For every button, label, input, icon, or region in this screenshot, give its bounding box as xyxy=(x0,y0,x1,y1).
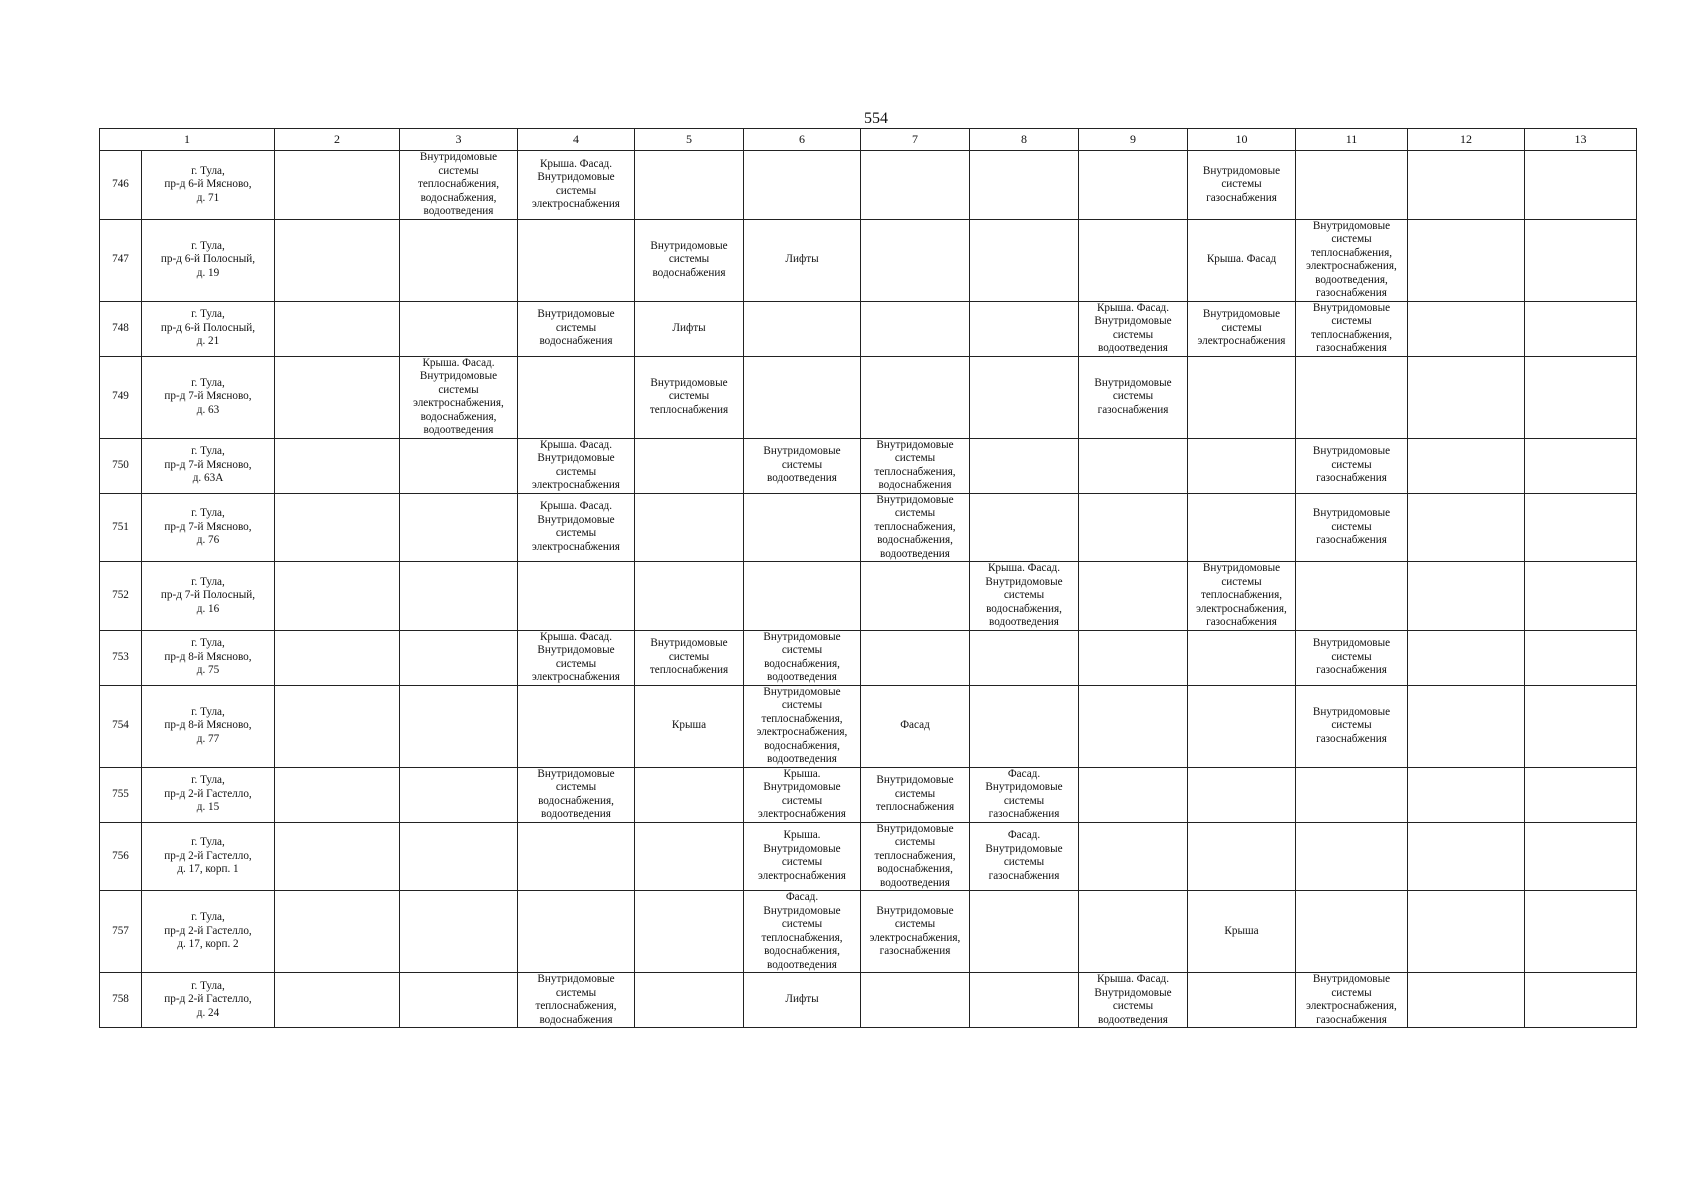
work-cell-col-8 xyxy=(970,438,1079,493)
work-cell-col-2 xyxy=(275,562,400,631)
row-number: 751 xyxy=(100,493,142,562)
work-cell-col-2 xyxy=(275,630,400,685)
work-cell-col-9 xyxy=(1079,891,1188,973)
work-cell-col-9 xyxy=(1079,562,1188,631)
row-number: 748 xyxy=(100,301,142,356)
address-cell: г. Тула, пр-д 6-й Полосный, д. 21 xyxy=(142,301,275,356)
work-cell-col-3: Внутридомовые системы теплоснабжения, водоснабжения, водоотведения xyxy=(400,151,518,220)
work-cell-col-7 xyxy=(861,151,970,220)
address-cell: г. Тула, пр-д 2-й Гастелло, д. 24 xyxy=(142,973,275,1028)
work-cell-col-7: Внутридомовые системы теплоснабжения, водоснабжения, водоотведения xyxy=(861,493,970,562)
work-cell-col-6 xyxy=(744,301,861,356)
row-number: 749 xyxy=(100,356,142,438)
work-cell-col-7: Внутридомовые системы теплоснабжения, водоснабжения, водоотведения xyxy=(861,822,970,891)
work-cell-col-13 xyxy=(1525,493,1637,562)
work-cell-col-7: Внутридомовые системы теплоснабжения, водоснабжения xyxy=(861,438,970,493)
work-cell-col-4: Крыша. Фасад. Внутридомовые системы электроснабжения xyxy=(518,151,635,220)
work-cell-col-3 xyxy=(400,301,518,356)
work-cell-col-10 xyxy=(1188,973,1296,1028)
work-cell-col-13 xyxy=(1525,301,1637,356)
work-cell-col-12 xyxy=(1408,438,1525,493)
address-cell: г. Тула, пр-д 7-й Мясново, д. 63А xyxy=(142,438,275,493)
work-cell-col-12 xyxy=(1408,219,1525,301)
work-cell-col-9: Внутридомовые системы газоснабжения xyxy=(1079,356,1188,438)
work-cell-col-3 xyxy=(400,438,518,493)
work-cell-col-11 xyxy=(1296,562,1408,631)
work-cell-col-10 xyxy=(1188,438,1296,493)
column-header-13: 13 xyxy=(1525,129,1637,151)
work-cell-col-3 xyxy=(400,630,518,685)
work-cell-col-9: Крыша. Фасад. Внутридомовые системы водоотведения xyxy=(1079,301,1188,356)
work-cell-col-6: Фасад. Внутридомовые системы теплоснабжения, водоснабжения, водоотведения xyxy=(744,891,861,973)
table-row xyxy=(100,630,1637,685)
work-cell-col-12 xyxy=(1408,630,1525,685)
work-cell-col-3 xyxy=(400,891,518,973)
work-cell-col-2 xyxy=(275,219,400,301)
work-cell-col-9 xyxy=(1079,767,1188,822)
work-cell-col-2 xyxy=(275,301,400,356)
work-cell-col-10 xyxy=(1188,685,1296,767)
table-row xyxy=(100,767,1637,822)
address-cell: г. Тула, пр-д 2-й Гастелло, д. 15 xyxy=(142,767,275,822)
address-cell: г. Тула, пр-д 6-й Полосный, д. 19 xyxy=(142,219,275,301)
work-cell-col-11: Внутридомовые системы газоснабжения xyxy=(1296,493,1408,562)
work-cell-col-13 xyxy=(1525,562,1637,631)
work-cell-col-8 xyxy=(970,151,1079,220)
work-cell-col-8 xyxy=(970,219,1079,301)
work-cell-col-5: Внутридомовые системы водоснабжения xyxy=(635,219,744,301)
address-cell: г. Тула, пр-д 7-й Полосный, д. 16 xyxy=(142,562,275,631)
work-cell-col-8: Фасад. Внутридомовые системы газоснабжения xyxy=(970,822,1079,891)
work-cell-col-5 xyxy=(635,562,744,631)
work-cell-col-4: Внутридомовые системы водоснабжения, водоотведения xyxy=(518,767,635,822)
row-number: 757 xyxy=(100,891,142,973)
table-row xyxy=(100,356,1637,438)
work-cell-col-3 xyxy=(400,767,518,822)
work-cell-col-11: Внутридомовые системы теплоснабжения, электроснабжения, водоотведения, газоснабжения xyxy=(1296,219,1408,301)
page-number: 554 xyxy=(864,110,888,127)
work-cell-col-9 xyxy=(1079,630,1188,685)
work-cell-col-12 xyxy=(1408,685,1525,767)
row-number: 753 xyxy=(100,630,142,685)
work-cell-col-11: Внутридомовые системы газоснабжения xyxy=(1296,630,1408,685)
address-cell: г. Тула, пр-д 2-й Гастелло, д. 17, корп. 1 xyxy=(142,822,275,891)
column-header-3: 3 xyxy=(400,129,518,151)
work-cell-col-7 xyxy=(861,973,970,1028)
column-header-5: 5 xyxy=(635,129,744,151)
work-cell-col-12 xyxy=(1408,356,1525,438)
work-cell-col-2 xyxy=(275,891,400,973)
table-row xyxy=(100,151,1637,220)
work-cell-col-3 xyxy=(400,822,518,891)
row-number: 750 xyxy=(100,438,142,493)
column-header-7: 7 xyxy=(861,129,970,151)
work-cell-col-13 xyxy=(1525,891,1637,973)
work-cell-col-2 xyxy=(275,767,400,822)
work-cell-col-6: Лифты xyxy=(744,973,861,1028)
table-body xyxy=(100,151,1637,1028)
repair-schedule-table xyxy=(99,128,1637,1028)
work-cell-col-9 xyxy=(1079,822,1188,891)
work-cell-col-9 xyxy=(1079,151,1188,220)
work-cell-col-5 xyxy=(635,151,744,220)
work-cell-col-13 xyxy=(1525,685,1637,767)
work-cell-col-5 xyxy=(635,493,744,562)
work-cell-col-4 xyxy=(518,891,635,973)
work-cell-col-3 xyxy=(400,219,518,301)
work-cell-col-3 xyxy=(400,973,518,1028)
work-cell-col-8 xyxy=(970,630,1079,685)
work-cell-col-7 xyxy=(861,219,970,301)
work-cell-col-2 xyxy=(275,493,400,562)
table-row xyxy=(100,822,1637,891)
work-cell-col-13 xyxy=(1525,767,1637,822)
work-cell-col-5: Крыша xyxy=(635,685,744,767)
work-cell-col-9 xyxy=(1079,685,1188,767)
address-cell: г. Тула, пр-д 6-й Мясново, д. 71 xyxy=(142,151,275,220)
work-cell-col-13 xyxy=(1525,822,1637,891)
work-cell-col-3 xyxy=(400,562,518,631)
work-cell-col-13 xyxy=(1525,219,1637,301)
work-cell-col-10 xyxy=(1188,767,1296,822)
work-cell-col-7 xyxy=(861,356,970,438)
work-cell-col-8 xyxy=(970,685,1079,767)
work-cell-col-10: Внутридомовые системы газоснабжения xyxy=(1188,151,1296,220)
work-cell-col-8 xyxy=(970,301,1079,356)
work-cell-col-4: Крыша. Фасад. Внутридомовые системы электроснабжения xyxy=(518,493,635,562)
work-cell-col-6: Крыша. Внутридомовые системы электроснабжения xyxy=(744,767,861,822)
work-cell-col-2 xyxy=(275,356,400,438)
work-cell-col-4 xyxy=(518,562,635,631)
work-cell-col-12 xyxy=(1408,151,1525,220)
work-cell-col-10: Внутридомовые системы теплоснабжения, электроснабжения, газоснабжения xyxy=(1188,562,1296,631)
table-row xyxy=(100,685,1637,767)
column-header-6: 6 xyxy=(744,129,861,151)
work-cell-col-5 xyxy=(635,438,744,493)
table-row xyxy=(100,438,1637,493)
work-cell-col-10 xyxy=(1188,630,1296,685)
work-cell-col-8 xyxy=(970,891,1079,973)
work-cell-col-12 xyxy=(1408,891,1525,973)
work-cell-col-2 xyxy=(275,685,400,767)
column-header-12: 12 xyxy=(1408,129,1525,151)
work-cell-col-9 xyxy=(1079,219,1188,301)
work-cell-col-6 xyxy=(744,356,861,438)
work-cell-col-6: Внутридомовые системы теплоснабжения, электроснабжения, водоснабжения, водоотведения xyxy=(744,685,861,767)
work-cell-col-6 xyxy=(744,562,861,631)
work-cell-col-7: Внутридомовые системы электроснабжения, газоснабжения xyxy=(861,891,970,973)
column-header-1: 1 xyxy=(100,129,275,151)
work-cell-col-7: Фасад xyxy=(861,685,970,767)
work-cell-col-4: Крыша. Фасад. Внутридомовые системы электроснабжения xyxy=(518,438,635,493)
work-cell-col-7 xyxy=(861,562,970,631)
work-cell-col-5 xyxy=(635,973,744,1028)
work-cell-col-12 xyxy=(1408,767,1525,822)
work-cell-col-3 xyxy=(400,493,518,562)
work-cell-col-5 xyxy=(635,822,744,891)
work-cell-col-8 xyxy=(970,493,1079,562)
work-cell-col-8 xyxy=(970,356,1079,438)
table-row xyxy=(100,891,1637,973)
work-cell-col-13 xyxy=(1525,630,1637,685)
work-cell-col-13 xyxy=(1525,151,1637,220)
work-cell-col-12 xyxy=(1408,973,1525,1028)
work-cell-col-11 xyxy=(1296,767,1408,822)
work-cell-col-6 xyxy=(744,151,861,220)
work-cell-col-2 xyxy=(275,438,400,493)
work-cell-col-10 xyxy=(1188,822,1296,891)
work-cell-col-3 xyxy=(400,685,518,767)
column-number-row xyxy=(100,129,1637,151)
work-cell-col-8: Крыша. Фасад. Внутридомовые системы водоснабжения, водоотведения xyxy=(970,562,1079,631)
column-header-2: 2 xyxy=(275,129,400,151)
work-cell-col-13 xyxy=(1525,973,1637,1028)
work-cell-col-12 xyxy=(1408,493,1525,562)
work-cell-col-11 xyxy=(1296,151,1408,220)
work-cell-col-10 xyxy=(1188,493,1296,562)
work-cell-col-9 xyxy=(1079,438,1188,493)
work-cell-col-13 xyxy=(1525,356,1637,438)
work-cell-col-2 xyxy=(275,973,400,1028)
work-cell-col-6: Крыша. Внутридомовые системы электроснабжения xyxy=(744,822,861,891)
work-cell-col-7 xyxy=(861,301,970,356)
work-cell-col-7: Внутридомовые системы теплоснабжения xyxy=(861,767,970,822)
work-cell-col-10 xyxy=(1188,356,1296,438)
work-cell-col-11: Внутридомовые системы электроснабжения, газоснабжения xyxy=(1296,973,1408,1028)
work-cell-col-5 xyxy=(635,767,744,822)
work-cell-col-4: Внутридомовые системы теплоснабжения, водоснабжения xyxy=(518,973,635,1028)
work-cell-col-8 xyxy=(970,973,1079,1028)
work-cell-col-11 xyxy=(1296,356,1408,438)
work-cell-col-4: Внутридомовые системы водоснабжения xyxy=(518,301,635,356)
column-header-4: 4 xyxy=(518,129,635,151)
row-number: 758 xyxy=(100,973,142,1028)
work-cell-col-11: Внутридомовые системы газоснабжения xyxy=(1296,685,1408,767)
address-cell: г. Тула, пр-д 8-й Мясново, д. 77 xyxy=(142,685,275,767)
address-cell: г. Тула, пр-д 8-й Мясново, д. 75 xyxy=(142,630,275,685)
row-number: 756 xyxy=(100,822,142,891)
address-cell: г. Тула, пр-д 7-й Мясново, д. 63 xyxy=(142,356,275,438)
work-cell-col-12 xyxy=(1408,822,1525,891)
work-cell-col-3: Крыша. Фасад. Внутридомовые системы электроснабжения, водоснабжения, водоотведения xyxy=(400,356,518,438)
work-cell-col-2 xyxy=(275,151,400,220)
work-cell-col-10: Крыша. Фасад xyxy=(1188,219,1296,301)
work-cell-col-4 xyxy=(518,822,635,891)
work-cell-col-6 xyxy=(744,493,861,562)
work-cell-col-4: Крыша. Фасад. Внутридомовые системы электроснабжения xyxy=(518,630,635,685)
column-header-11: 11 xyxy=(1296,129,1408,151)
column-header-10: 10 xyxy=(1188,129,1296,151)
work-cell-col-6: Внутридомовые системы водоснабжения, водоотведения xyxy=(744,630,861,685)
column-header-9: 9 xyxy=(1079,129,1188,151)
work-cell-col-2 xyxy=(275,822,400,891)
work-cell-col-5: Внутридомовые системы теплоснабжения xyxy=(635,630,744,685)
column-header-8: 8 xyxy=(970,129,1079,151)
work-cell-col-11: Внутридомовые системы теплоснабжения, газоснабжения xyxy=(1296,301,1408,356)
work-cell-col-5: Внутридомовые системы теплоснабжения xyxy=(635,356,744,438)
row-number: 747 xyxy=(100,219,142,301)
address-cell: г. Тула, пр-д 7-й Мясново, д. 76 xyxy=(142,493,275,562)
work-cell-col-7 xyxy=(861,630,970,685)
work-cell-col-6: Лифты xyxy=(744,219,861,301)
work-cell-col-13 xyxy=(1525,438,1637,493)
work-cell-col-11 xyxy=(1296,891,1408,973)
work-cell-col-6: Внутридомовые системы водоотведения xyxy=(744,438,861,493)
table-row xyxy=(100,493,1637,562)
work-cell-col-4 xyxy=(518,356,635,438)
row-number: 755 xyxy=(100,767,142,822)
table-row xyxy=(100,562,1637,631)
row-number: 746 xyxy=(100,151,142,220)
work-cell-col-5 xyxy=(635,891,744,973)
work-cell-col-4 xyxy=(518,685,635,767)
table-row xyxy=(100,219,1637,301)
table-row xyxy=(100,973,1637,1028)
work-cell-col-4 xyxy=(518,219,635,301)
work-cell-col-12 xyxy=(1408,301,1525,356)
work-cell-col-5: Лифты xyxy=(635,301,744,356)
row-number: 754 xyxy=(100,685,142,767)
address-cell: г. Тула, пр-д 2-й Гастелло, д. 17, корп. 2 xyxy=(142,891,275,973)
row-number: 752 xyxy=(100,562,142,631)
work-cell-col-10: Крыша xyxy=(1188,891,1296,973)
work-cell-col-9 xyxy=(1079,493,1188,562)
work-cell-col-9: Крыша. Фасад. Внутридомовые системы водоотведения xyxy=(1079,973,1188,1028)
work-cell-col-8: Фасад. Внутридомовые системы газоснабжения xyxy=(970,767,1079,822)
work-cell-col-12 xyxy=(1408,562,1525,631)
table-row xyxy=(100,301,1637,356)
work-cell-col-11: Внутридомовые системы газоснабжения xyxy=(1296,438,1408,493)
work-cell-col-10: Внутридомовые системы электроснабжения xyxy=(1188,301,1296,356)
work-cell-col-11 xyxy=(1296,822,1408,891)
